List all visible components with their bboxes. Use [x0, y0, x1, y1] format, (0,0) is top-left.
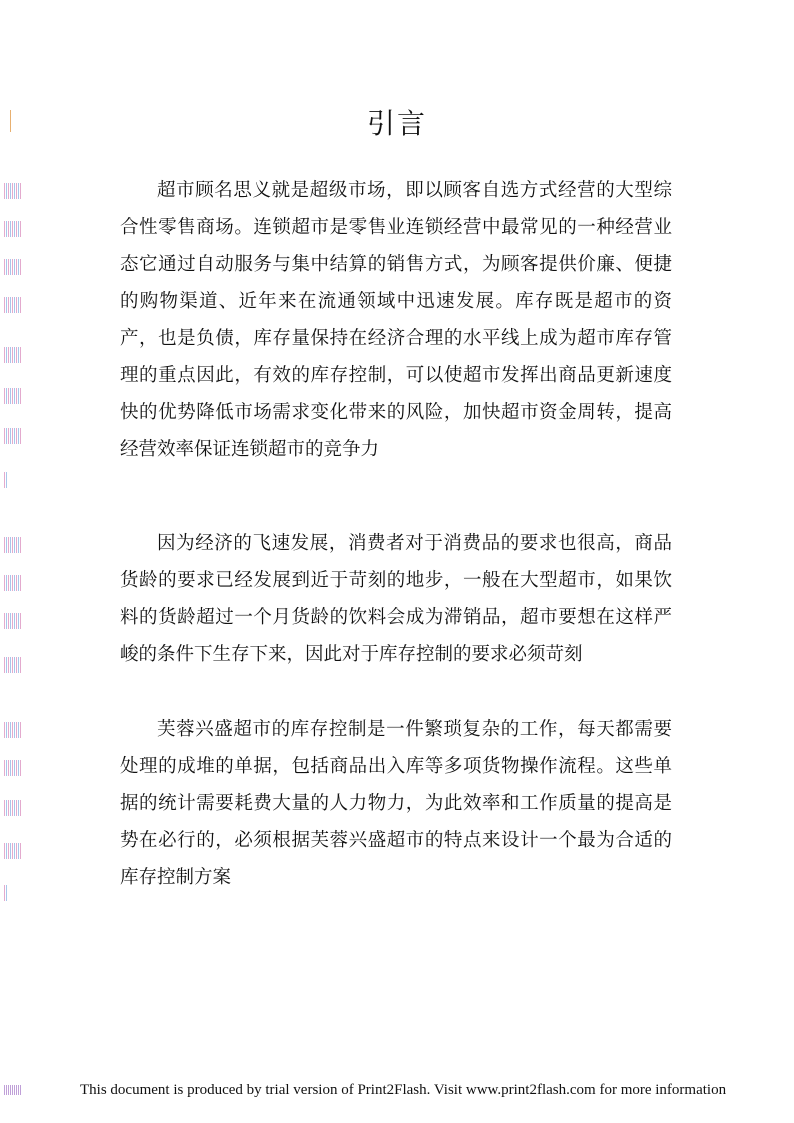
- margin-artifact: [4, 575, 22, 591]
- margin-artifact: [4, 388, 22, 404]
- margin-artifact: [4, 183, 22, 199]
- paragraph-goods-age: 因为经济的飞速发展，消费者对于消费品的要求也很高，商品货龄的要求已经发展到近于苛刻的地步，一般在大型超市，如果饮料的货龄超过一个月货龄的饮料会成为滞销品，超市要想在这样严峻的条件下生存下来，因此对于库存控制的要求必须苛刻: [120, 533, 672, 665]
- paragraph-furong-xingsheng: 芙蓉兴盛超市的库存控制是一件繁琐复杂的工作，每天都需要处理的成堆的单据，包括商品出入库等多项货物操作流程。这些单据的统计需要耗费大量的人力物力，为此效率和工作质量的提高是势在必行的，必须根据芙蓉兴盛超市的特点来设计一个最为合适的库存控制方案: [120, 719, 672, 888]
- margin-artifact: [4, 657, 22, 673]
- footer-margin-artifact: [4, 1085, 22, 1095]
- paragraph-intro: 超市顾名思义就是超级市场，即以顾客自选方式经营的大型综合性零售商场。连锁超市是零售业连锁经营中最常见的一种经营业态它通过自动服务与集中结算的销售方式，为顾客提供价廉、便捷的购物渠道、近年来在流通领域中迅速发展。库存既是超市的资产，也是负债，库存量保持在经济合理的水平线上成为超市库存管理的重点因此，有效的库存控制，可以使超市发挥出商品更新速度快的优势降低市场需求变化带来的风险，加快超市资金周转，提高经营效率保证连锁超市的竞争力: [120, 180, 672, 460]
- margin-artifact: [4, 800, 22, 816]
- page-title: 引言: [366, 107, 427, 140]
- margin-artifact: [4, 537, 22, 553]
- margin-artifact: [4, 613, 22, 629]
- trial-watermark-footer: This document is produced by trial version of Print2Flash. Visit www.print2flash.com for more information: [80, 1082, 727, 1098]
- margin-artifact: [4, 347, 22, 363]
- margin-artifact: [4, 722, 22, 738]
- margin-artifact: [4, 472, 8, 488]
- margin-artifact: [4, 760, 22, 776]
- margin-artifact: [4, 221, 22, 237]
- margin-artifact: [4, 843, 22, 859]
- margin-artifact: [4, 297, 22, 313]
- margin-artifact: [4, 428, 22, 444]
- margin-artifact: [4, 885, 8, 901]
- margin-artifact: [4, 259, 22, 275]
